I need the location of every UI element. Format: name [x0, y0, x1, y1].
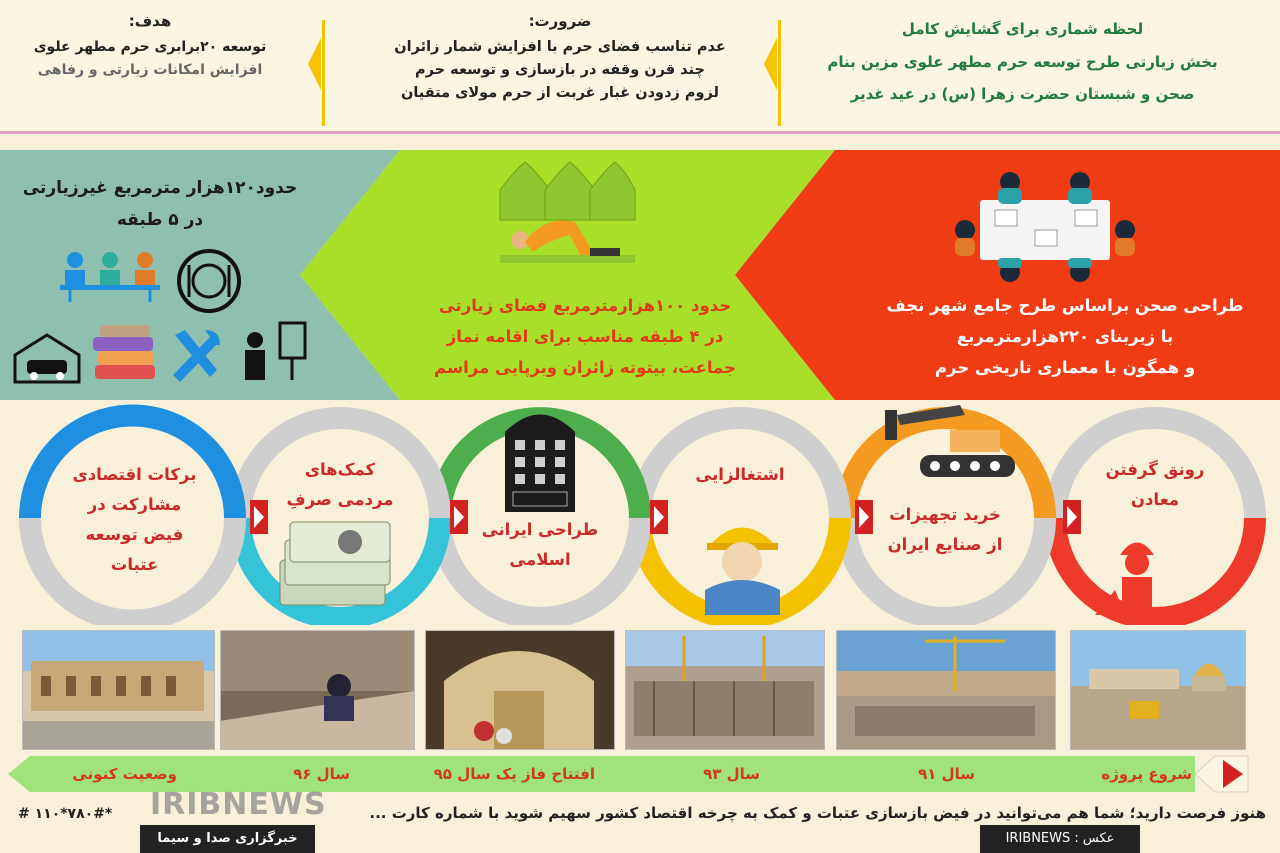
countdown-line-3: صحن و شبستان حضرت زهرا (س) در عید غدیر — [850, 85, 1195, 103]
benefit-text-2: خرید تجهیزات از صنایع ایران — [887, 505, 1003, 554]
divider — [0, 131, 1280, 134]
benefit-text-6: برکات اقتصادی مشارکت در فیض توسعه عتبات — [72, 465, 197, 574]
photo-phase-one-opening — [425, 630, 615, 750]
tools-icon — [165, 325, 225, 385]
chevron-left-icon — [308, 38, 321, 90]
timeline-label-93: سال ۹۳ — [703, 765, 760, 783]
money-banknotes-icon — [275, 520, 395, 610]
worker-icon — [695, 510, 790, 615]
divider — [322, 20, 325, 126]
benefit-text-3: اشتغالزایی — [695, 465, 785, 484]
green-line-2: در ۴ طبقه مناسب برای اقامه نماز — [446, 327, 724, 346]
photo-project-start — [1070, 630, 1246, 750]
red-line-3: و همگون با معماری تاریخی حرم — [934, 358, 1196, 377]
red-arrow-text — [885, 290, 1245, 383]
restaurant-icon — [175, 247, 243, 315]
countdown-line-2: بخش زیارتی طرح توسعه حرم مطهر علوی مزین بنام — [827, 53, 1218, 71]
miner-icon — [1090, 525, 1185, 620]
ussd-code: # ۱۱۰*۷۸۰#* — [18, 806, 113, 822]
photo-current-status — [22, 630, 215, 750]
header — [0, 0, 1280, 133]
photo-year-96 — [220, 630, 415, 750]
robot-arm-conveyor-icon — [880, 400, 1020, 485]
benefits-circles — [0, 400, 1280, 625]
green-line-3: جماعت، بیتوته زائران وبرپایی مراسم — [434, 358, 736, 377]
necessity-line-1: عدم تناسب فضای حرم با افزایش شمار زائران — [394, 39, 726, 55]
countdown-line-1: لحظه شماری برای گشایش کامل — [901, 20, 1144, 38]
green-arrow-text — [395, 290, 775, 383]
footer-message: هنوز فرصت دارید؛ شما هم می‌توانید در فیض بازسازی عتبات و کمک به چرخه اقتصاد کشور سهیم شوید با شماره کارت ... — [369, 804, 1266, 822]
timeline-label-96: سال ۹۶ — [293, 765, 350, 783]
goal-title: هدف: — [128, 12, 172, 30]
arrow-band — [0, 150, 1280, 400]
mosque-window-icon — [495, 402, 585, 517]
goal-line-2: افزایش امکانات زیارتی و رفاهی — [37, 62, 263, 78]
benefit-text-1: رونق گرفتن معادن — [1105, 460, 1205, 509]
teal-line-1: حدود۱۲۰هزار مترمربع غیرزیارتی — [22, 178, 298, 198]
goal-line-1: توسعه ۲۰برابری حرم مطهر علوی — [33, 39, 267, 55]
meeting-table-icon — [940, 170, 1150, 285]
agency-label: خبرگزاری صدا و سیما — [140, 825, 315, 853]
countdown-block — [775, 12, 1270, 122]
necessity-line-3: لزوم زدودن غبار غربت از حرم مولای متقیان — [400, 85, 720, 101]
teal-line-2: در ۵ طبقه — [116, 210, 204, 230]
photo-credit: عکس : IRIBNEWS — [980, 825, 1140, 853]
books-icon — [90, 325, 160, 385]
benefit-text-5: کمک‌های مردمی صرفِ — [286, 460, 394, 509]
watermark-logo: IRIBNEWS — [150, 787, 327, 822]
green-line-1: حدود ۱۰۰هزارمترمربع فضای زیارتی — [438, 296, 732, 315]
benefit-text-4: طراحی ایرانی اسلامی — [481, 520, 599, 569]
photo-year-93 — [625, 630, 825, 750]
timeline-label-start: شروع پروژه — [1101, 765, 1192, 783]
necessity-block — [360, 12, 760, 122]
timeline-label-current: وضعیت کنونی — [72, 765, 177, 783]
photo-year-91 — [836, 630, 1056, 750]
red-line-2: با زیربنای ۲۲۰هزارمترمربع — [956, 327, 1174, 346]
goal-block — [5, 12, 295, 122]
divider — [778, 20, 781, 126]
presenter-icon — [240, 318, 310, 383]
red-line-1: طراحی صحن براساس طرح جامع شهر نجف — [886, 296, 1244, 315]
necessity-line-2: چند قرن وقفه در بازسازی و توسعه حرم — [415, 62, 705, 78]
prayer-icon — [495, 160, 640, 270]
necessity-title: ضرورت: — [528, 12, 592, 30]
teal-arrow-text — [15, 172, 305, 236]
timeline-label-91: سال ۹۱ — [918, 765, 975, 783]
timeline-label-95: افتتاح فاز یک سال ۹۵ — [433, 765, 595, 783]
meeting-people-icon — [55, 250, 165, 305]
garage-car-icon — [12, 330, 82, 385]
chevron-left-icon — [764, 38, 777, 90]
